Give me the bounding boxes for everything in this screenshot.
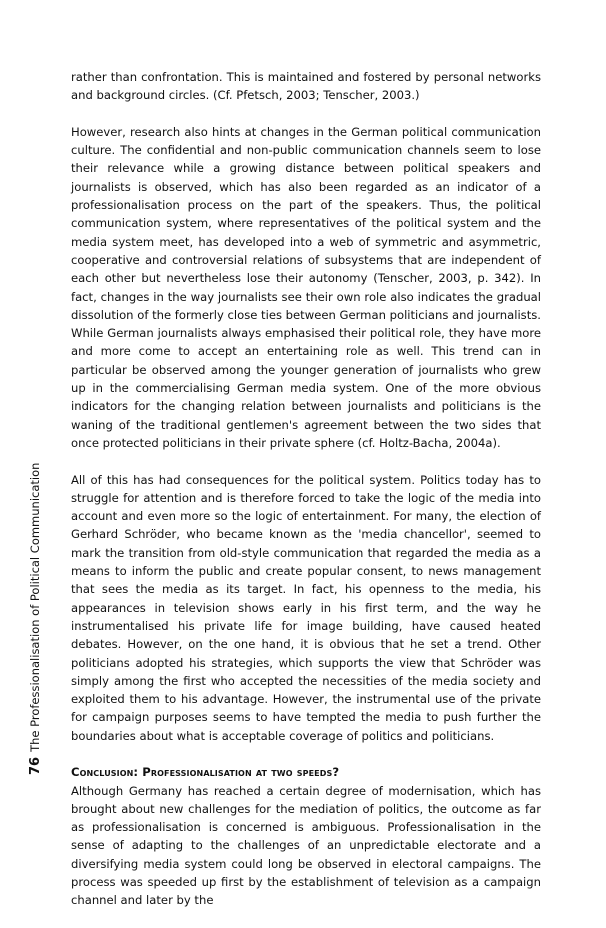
paragraph-consequences: All of this has had consequences for the political system. Politics today has to struggle for attention and is therefore forced to take the logic of the media into account and even more so the logic of entertainment. For many, the election of Gerhard Schröder, who became known as the 'media chancellor', seemed to mark the transition from old-style communication that regarded the media as a means to inform the public and create popular consent, to news management that sees the media as its target. In fact, his openness to the media, his appearances in television shows early in his first term, and the way he instrumentalised his private life for image building, have caused heated debates. However, on the one hand, it is obvious that he set a trend. Other politicians adopted his strategies, which supports the view that Schröder was simply among the first who accepted the necessities of the media society and exploited them to his advantage. However, the instrumental use of the private for campaign purposes seems to have tempted the media to push further the boundaries about what is acceptable coverage of politics and politicians. — [71, 472, 541, 743]
paragraph-research-changes: However, research also hints at changes in the German political communication culture. The confidential and non-public communication channels seem to lose their relevance while a growing distance between political speakers and journalists is observed, which has also been regarded as an indicator of a professionalisation process on the part of the speakers. Thus, the political communication system, where representatives of the political system and the media system meet, has developed into a web of symmetric and asymmetric, cooperative and controversial relations of subsystems that are independent of each other but nevertheless lose their autonomy (Tenscher, 2003, p. 342). In fact, changes in the way journalists see their own role also indicates the gradual dissolution of the formerly close ties between German politicians and journalists. While German journalists always emphasised their political role, they have more and more come to accept an entertaining role as well. This trend can in particular be observed among the younger generation of journalists who grew up in the commercialising German media system. One of the more obvious indicators for the changing relation between journalists and politicians is the waning of the traditional gentlemen's agreement between the two sides that once protected politicians in their private sphere (cf. Holtz-Bacha, 2004a). — [71, 124, 541, 450]
main-text — [71, 68, 541, 928]
running-title: The Professionalisation of Political Communication — [28, 462, 42, 752]
paragraph-conclusion: Although Germany has reached a certain degree of modernisation, which has brought about new challenges for the mediation of politics, the outcome as far as professionalisation is concerned is ambiguous. Professionalisation in the sense of adapting to the challenges of an unpredictable electorate and a diversifying media system could long be observed in electoral campaigns. The process was speeded up first by the establishment of television as a campaign channel and later by the — [71, 783, 541, 908]
page-number: 76 — [28, 756, 43, 775]
section-heading: Conclusion: Professionalisation at two speeds? — [71, 765, 340, 780]
running-header-vertical — [28, 462, 43, 775]
paragraph-continued: rather than confrontation. This is maintained and fostered by personal networks and background circles. (Cf. Pfetsch, 2003; Tenscher, 2003.) — [71, 70, 541, 103]
